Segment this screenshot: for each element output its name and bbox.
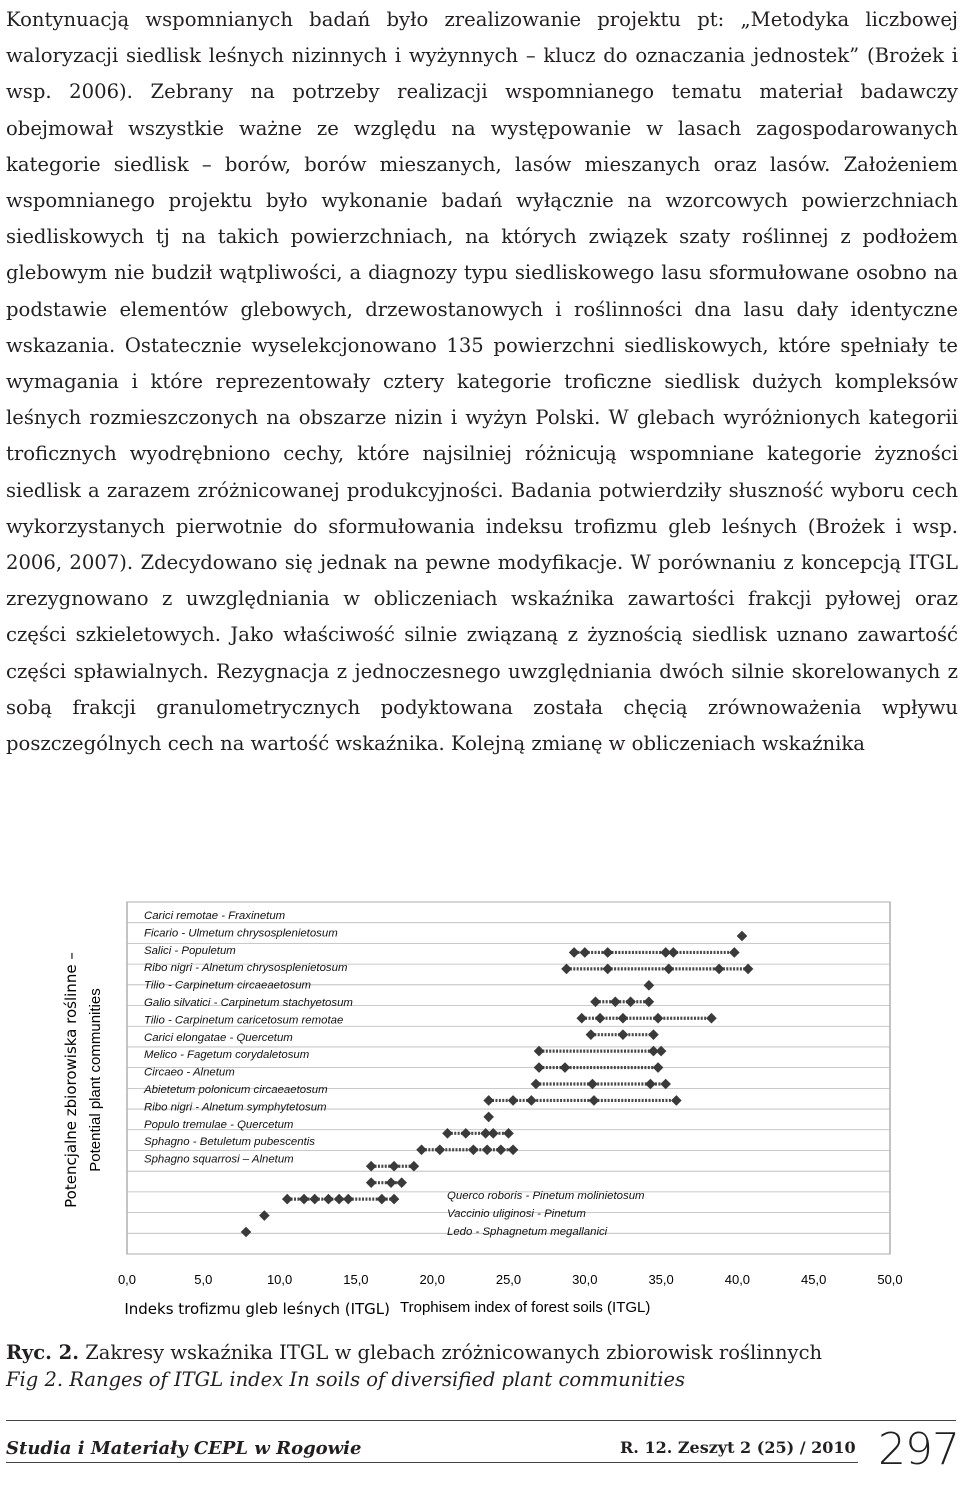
journal-title: Studia i Materiały CEPL w Rogowie bbox=[6, 1438, 362, 1459]
y-axis-label-pl: Potencjalne zbiorowiska roślinne – bbox=[62, 952, 80, 1208]
series-label: Populo tremulae - Quercetum bbox=[144, 1118, 294, 1131]
series-label: Ledo - Sphagnetum megallanici bbox=[447, 1226, 608, 1238]
series-label: Melico - Fagetum corydaletosum bbox=[144, 1049, 310, 1062]
x-tick-label: 5,0 bbox=[194, 1272, 213, 1287]
series-label: Sphagno - Betuletum pubescentis bbox=[144, 1136, 315, 1149]
caption-label: Ryc. 2. bbox=[6, 1341, 80, 1364]
x-tick-label: 40,0 bbox=[724, 1272, 751, 1287]
series-label: Tilio - Carpinetum caricetosum remotae bbox=[144, 1014, 344, 1027]
x-axis-label-en: Trophisem index of forest soils (ITGL) bbox=[400, 1299, 651, 1316]
x-axis-label-pl: Indeks trofizmu gleb leśnych (ITGL) bbox=[124, 1300, 390, 1318]
chart-svg bbox=[60, 890, 920, 1330]
x-tick-label: 15,0 bbox=[343, 1272, 369, 1287]
series-label: Ribo nigri - Alnetum symphytetosum bbox=[144, 1101, 327, 1114]
figure-caption-en: Fig 2. Ranges of ITGL index In soils of diversified plant communities bbox=[6, 1368, 686, 1391]
x-tick-label: 35,0 bbox=[648, 1272, 674, 1287]
figure-caption-pl bbox=[6, 1341, 956, 1364]
series-label: Vaccinio uliginosi - Pinetum bbox=[447, 1208, 586, 1220]
x-tick-label: 10,0 bbox=[266, 1272, 293, 1287]
x-tick-label: 0,0 bbox=[117, 1272, 137, 1287]
series-label: Sphagno squarrosi – Alnetum bbox=[144, 1153, 294, 1166]
series-label: Galio silvatici - Carpinetum stachyetosum bbox=[144, 997, 353, 1009]
series-label: Tilio - Carpinetum circaeaetosum bbox=[144, 979, 312, 992]
issue-info: R. 12. Zeszyt 2 (25) / 2010 bbox=[620, 1438, 856, 1457]
footer-rule-2 bbox=[6, 1462, 858, 1463]
x-tick-label: 20,0 bbox=[419, 1272, 445, 1287]
series-label: Abietetum polonicum circaeaetosum bbox=[144, 1084, 328, 1096]
footer-rule bbox=[6, 1420, 956, 1421]
x-tick-label: 25,0 bbox=[495, 1272, 522, 1287]
page-number: 297 bbox=[878, 1424, 959, 1475]
caption-text-pl: Zakresy wskaźnika ITGL w glebach zróżnicowanych zbiorowisk roślinnych bbox=[79, 1341, 823, 1364]
series-label: Ficario - Ulmetum chrysosplenietosum bbox=[144, 927, 338, 940]
series-label: Carici remotae - Fraxinetum bbox=[144, 910, 286, 922]
series-label: Circaeo - Alnetum bbox=[144, 1066, 235, 1079]
series-label: Salici - Populetum bbox=[144, 944, 236, 957]
series-label: Carici elongatae - Quercetum bbox=[144, 1031, 293, 1044]
series-label: Ribo nigri - Alnetum chrysosplenietosum bbox=[144, 962, 348, 975]
x-tick-label: 45,0 bbox=[801, 1272, 827, 1287]
series-label: Querco roboris - Pinetum molinietosum bbox=[447, 1190, 645, 1202]
itgl-range-chart bbox=[60, 890, 920, 1330]
x-tick-label: 30,0 bbox=[572, 1272, 598, 1287]
body-paragraph: Kontynuacją wspomnianych badań było zrealizowanie projektu pt: „Metodyka liczbowej waloryzacji siedlisk leśnych nizinnych i wyżynnych – klucz do oznaczania jednostek” (Brożek i wsp. 2006). Zebrany na potrzeby realizacji wspomnianego tematu materiał badawczy obejmował wszystkie ważne ze względu na występowanie w lasach zagospodarowanych kategorie siedlisk – borów, borów mieszanych, lasów mieszanych oraz lasów. Założeniem wspomnianego projektu było wykonanie badań wyłącznie na wzorcowych powierzchniach siedliskowych tj na takich powierzchniach, na których związek szaty roślinnej z podłożem glebowym nie budził wątpliwości, a diagnozy typu siedliskowego lasu sformułowane osobno na podstawie elementów glebowych, drzewostanowych i roślinności dna lasu dały identyczne wskazania. Ostatecznie wyselekcjonowano 135 powierzchni siedliskowych, które spełniały te wymagania i które reprezentowały cztery kategorie troficzne siedlisk dużych kompleksów leśnych rozmieszczonych na obszarze nizin i wyżyn Polski. W glebach wyróżnionych kategorii troficznych wyodrębniono cechy, które najsilniej różnicują wspomniane kategorie żyzności siedlisk a zarazem zróżnicowanej produkcyjności. Badania potwierdziły słuszność wyboru cech wykorzystanych pierwotnie do sformułowania indeksu trofizmu gleb leśnych (Brożek i wsp. 2006, 2007). Zdecydowano się jednak na pewne modyfikacje. W porównaniu z koncepcją ITGL zrezygnowano z uwzględniania w obliczeniach wskaźnika zawartości frakcji pyłowej oraz części szkieletowych. Jako właściwość silnie związaną z żyznością siedlisk uznano zawartość części spławialnych. Rezygnacja z jednoczesnego uwzględniania dwóch silnie skorelowanych z sobą frakcji granulometrycznych podyktowana została chęcią zrównoważenia wpływu poszczególnych cech na wartość wskaźnika. Kolejną zmianę w obliczeniach wskaźnika bbox=[6, 8, 958, 756]
x-tick-label: 50,0 bbox=[877, 1272, 903, 1287]
y-axis-label-en: Potential plant communities bbox=[87, 988, 104, 1172]
